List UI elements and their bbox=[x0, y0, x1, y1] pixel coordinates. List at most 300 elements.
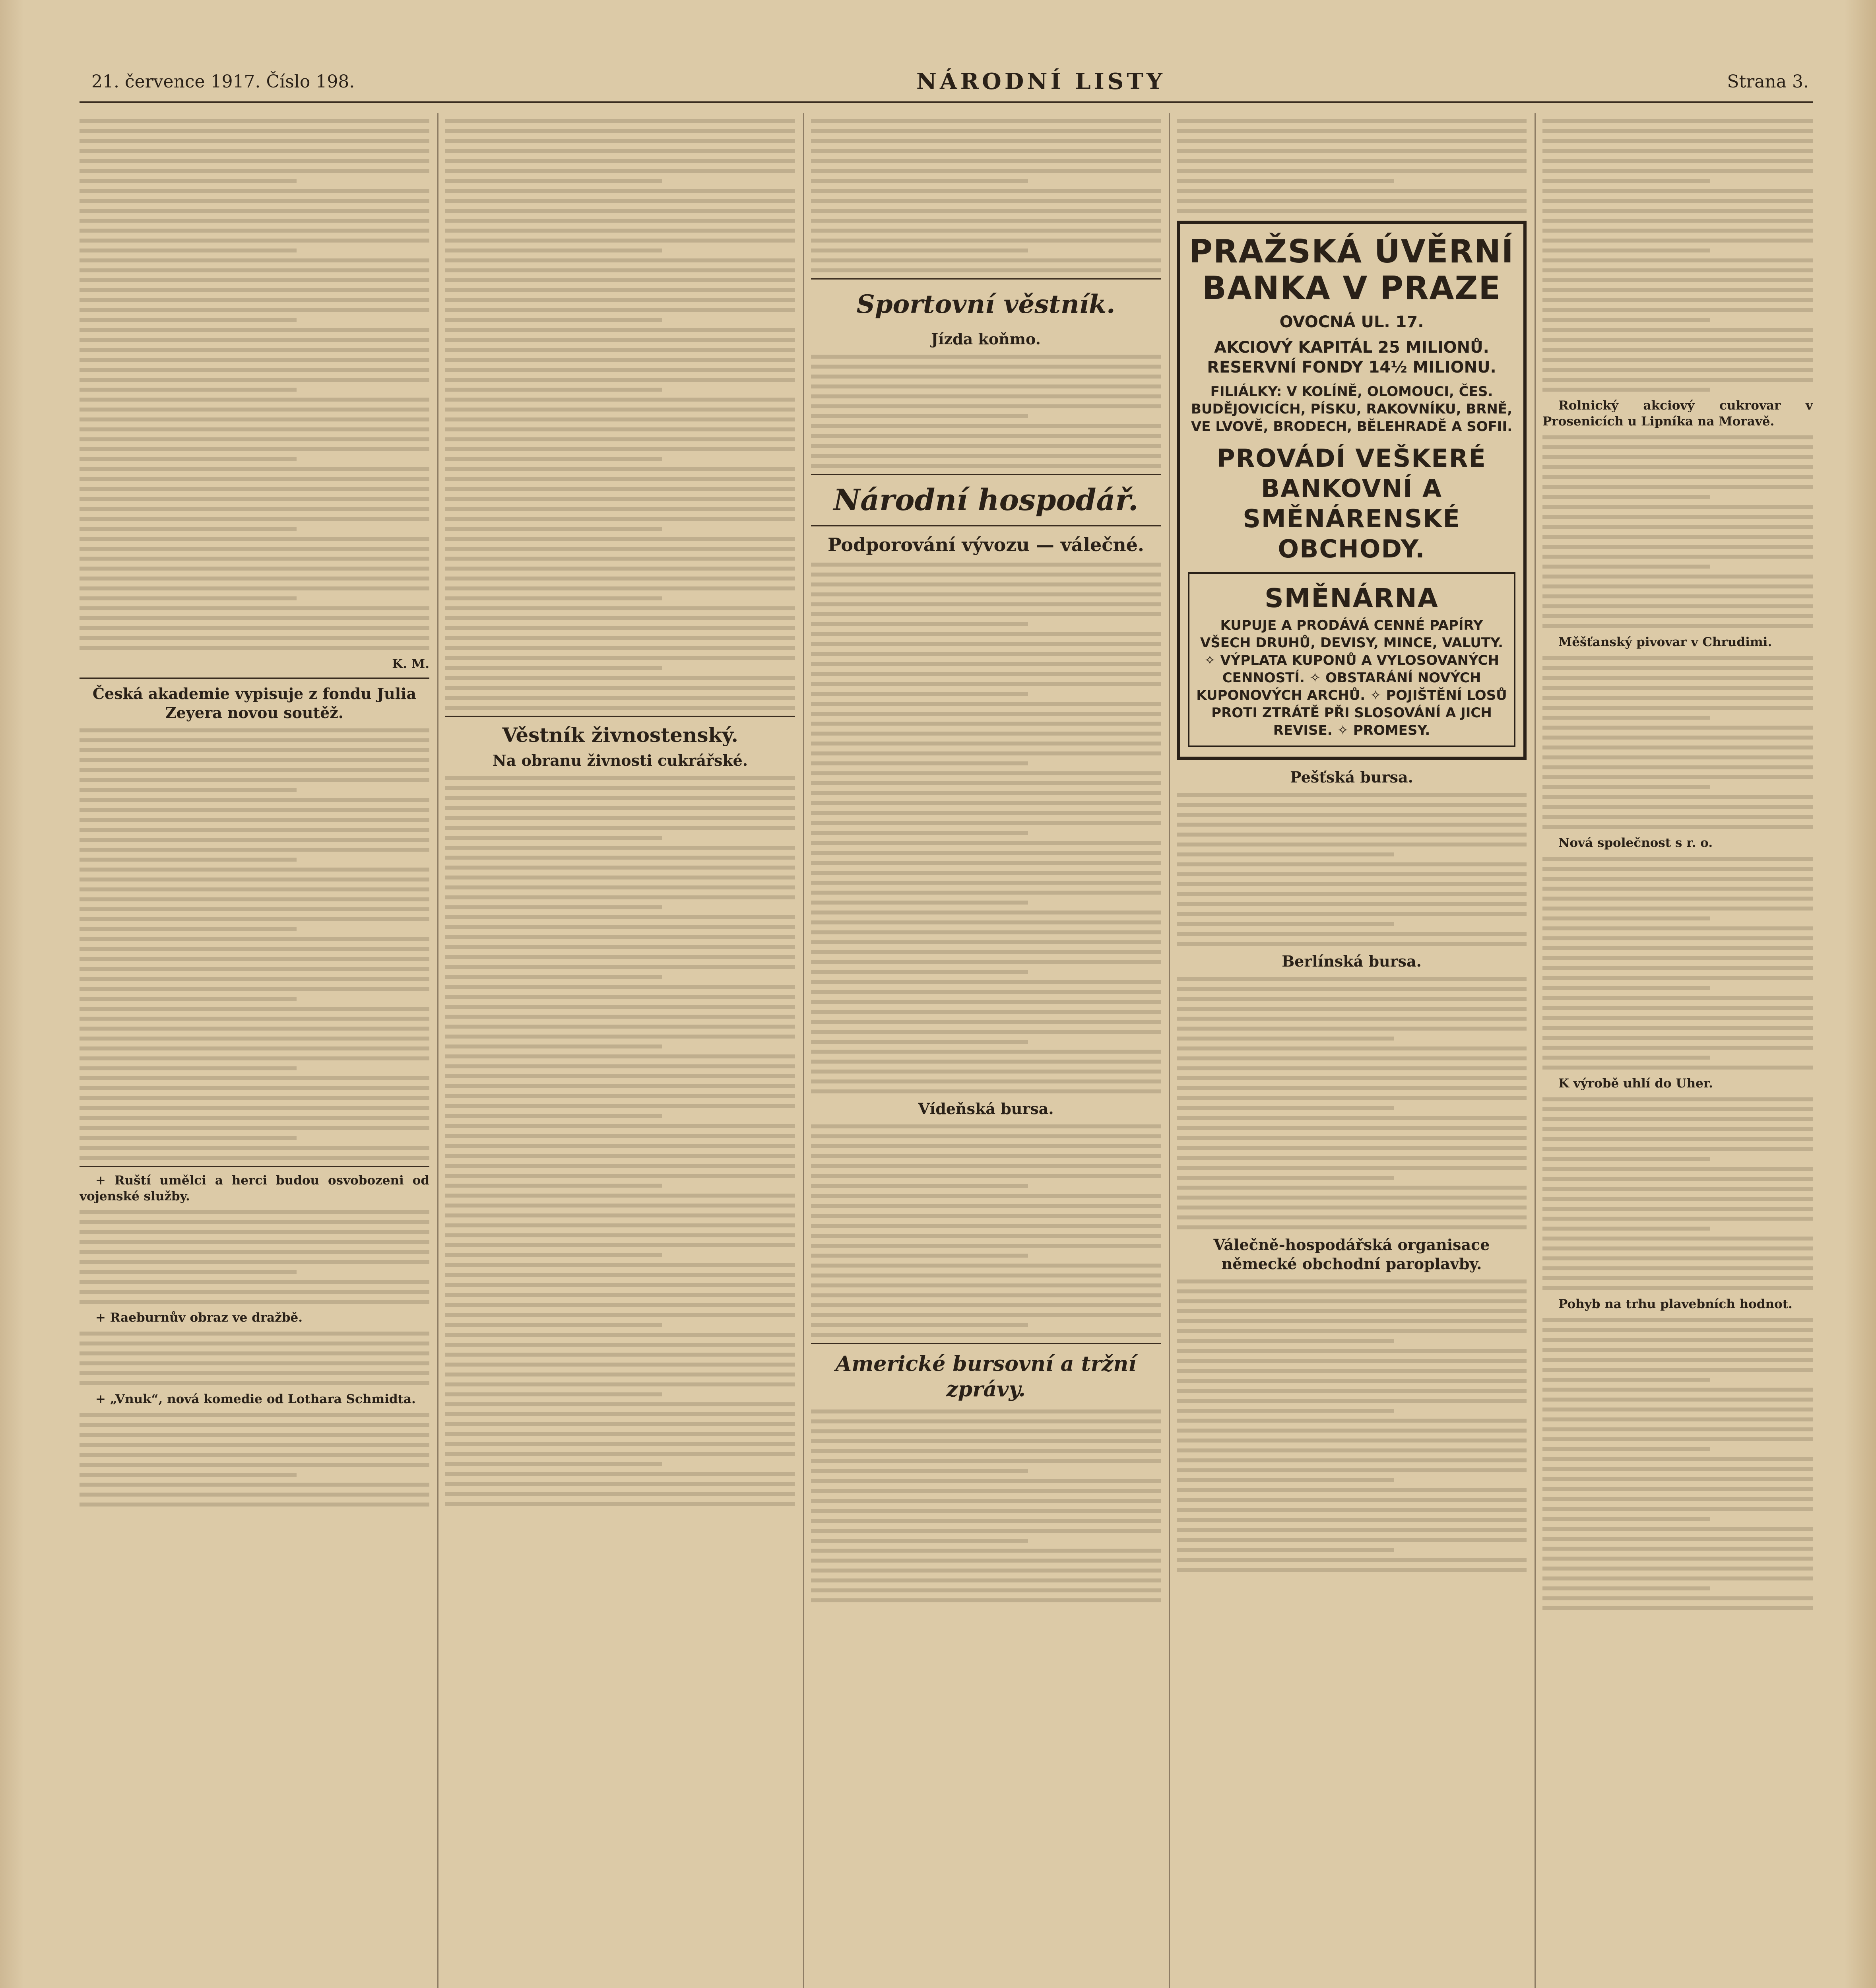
text-line bbox=[445, 796, 795, 800]
text-line bbox=[1542, 584, 1813, 588]
text-line bbox=[445, 408, 795, 412]
text-line bbox=[80, 1027, 429, 1031]
text-line bbox=[80, 1463, 429, 1467]
bank-capital: AKCIOVÝ KAPITÁL 25 MILIONŮ. RESERVNÍ FONDY 14½ MILIONU. bbox=[1207, 338, 1496, 377]
text-line bbox=[811, 139, 1161, 143]
column-separator bbox=[803, 113, 804, 1988]
text-line bbox=[1542, 1157, 1710, 1161]
text-line bbox=[80, 868, 429, 872]
text-line bbox=[1542, 209, 1813, 213]
text-line bbox=[1542, 976, 1813, 980]
text-line bbox=[445, 437, 795, 441]
text-line bbox=[811, 365, 1161, 369]
text-line bbox=[80, 1126, 429, 1130]
text-line bbox=[811, 258, 1161, 262]
text-line bbox=[445, 626, 795, 630]
text-line bbox=[445, 1412, 795, 1416]
text-line bbox=[1542, 1467, 1813, 1471]
text-line bbox=[811, 970, 1028, 974]
text-line bbox=[811, 1154, 1161, 1158]
text-line bbox=[1542, 169, 1813, 173]
text-line bbox=[80, 1017, 429, 1021]
text-line bbox=[1177, 813, 1527, 817]
text-line bbox=[80, 768, 429, 772]
text-line bbox=[1542, 1576, 1813, 1580]
text-line bbox=[445, 1452, 795, 1456]
text-line bbox=[1177, 1319, 1527, 1323]
text-line bbox=[445, 348, 795, 352]
text-line bbox=[1177, 1086, 1527, 1090]
text-line bbox=[80, 1116, 429, 1120]
text-line bbox=[445, 1353, 795, 1357]
text-line bbox=[811, 1040, 1028, 1044]
text-line bbox=[80, 268, 429, 272]
bank-advertisement bbox=[1177, 221, 1527, 760]
text-line bbox=[80, 858, 297, 862]
text-line bbox=[445, 1194, 795, 1198]
text-line bbox=[811, 920, 1161, 924]
text-line bbox=[445, 1273, 795, 1277]
text-line bbox=[811, 821, 1161, 825]
text-line bbox=[1542, 1427, 1813, 1431]
text-line bbox=[80, 248, 297, 252]
news-text bbox=[80, 1413, 429, 1507]
text-line bbox=[811, 732, 1161, 736]
text-line bbox=[445, 915, 795, 919]
text-line bbox=[80, 838, 429, 842]
text-line bbox=[811, 1060, 1161, 1064]
text-line bbox=[445, 1333, 795, 1337]
text-line bbox=[811, 1333, 1161, 1337]
text-line bbox=[811, 622, 1028, 626]
text-line bbox=[1542, 1586, 1710, 1590]
text-line bbox=[1177, 199, 1527, 203]
text-line bbox=[445, 945, 795, 949]
text-line bbox=[1177, 1468, 1527, 1472]
text-line bbox=[80, 646, 429, 650]
text-line bbox=[1542, 575, 1813, 579]
text-line bbox=[811, 444, 1161, 448]
text-line bbox=[811, 1429, 1161, 1433]
trade-bulletin-heading: Věstník živnostenský. bbox=[502, 723, 738, 747]
text-line bbox=[811, 454, 1161, 458]
text-line bbox=[1177, 1027, 1527, 1031]
text-line bbox=[811, 1144, 1161, 1148]
note-text bbox=[1542, 1318, 1813, 1610]
text-line bbox=[1177, 209, 1527, 213]
text-line bbox=[811, 1070, 1161, 1074]
column-2 bbox=[445, 113, 795, 1988]
text-line bbox=[1542, 1137, 1813, 1141]
text-line bbox=[811, 990, 1161, 994]
text-line bbox=[1542, 565, 1710, 569]
text-line bbox=[1177, 1448, 1527, 1452]
text-line bbox=[1542, 1016, 1813, 1020]
text-line bbox=[445, 1213, 795, 1217]
text-line bbox=[80, 596, 297, 600]
text-line bbox=[80, 278, 429, 282]
divider bbox=[80, 1166, 429, 1167]
text-line bbox=[811, 841, 1161, 845]
text-line bbox=[811, 1224, 1161, 1228]
text-line bbox=[80, 437, 429, 441]
text-line bbox=[1542, 1256, 1813, 1260]
text-line bbox=[1177, 1046, 1527, 1050]
text-line bbox=[811, 761, 1028, 765]
text-line bbox=[80, 1503, 429, 1507]
note-heading: Pohyb na trhu plavebních hodnot. bbox=[1558, 1297, 1793, 1311]
text-line bbox=[1542, 926, 1813, 930]
text-line bbox=[1177, 1409, 1394, 1413]
text-line bbox=[811, 911, 1161, 914]
text-line bbox=[80, 229, 429, 233]
text-line bbox=[445, 1373, 795, 1376]
text-line bbox=[1542, 1368, 1813, 1372]
text-line bbox=[445, 557, 795, 561]
american-bursa-heading: Americké bursovní a tržní zprávy. bbox=[835, 1352, 1137, 1402]
berlin-bursa-heading: Berlínská bursa. bbox=[1282, 952, 1422, 970]
text-line bbox=[811, 930, 1161, 934]
text-line bbox=[445, 925, 795, 929]
text-line bbox=[1542, 318, 1710, 322]
text-line bbox=[445, 1432, 795, 1436]
text-line bbox=[1542, 328, 1813, 332]
text-line bbox=[445, 1283, 795, 1287]
text-line bbox=[1542, 1378, 1710, 1382]
text-line bbox=[1542, 1348, 1813, 1352]
text-line bbox=[445, 586, 795, 590]
text-line bbox=[811, 1439, 1161, 1443]
text-line bbox=[1542, 1477, 1813, 1481]
text-line bbox=[80, 1270, 297, 1274]
continued-text bbox=[811, 119, 1161, 272]
text-line bbox=[811, 563, 1161, 567]
note-text bbox=[1542, 1097, 1813, 1290]
text-line bbox=[811, 1204, 1161, 1208]
text-line bbox=[80, 497, 429, 501]
text-line bbox=[811, 1479, 1161, 1483]
text-line bbox=[1542, 129, 1813, 133]
text-line bbox=[445, 786, 795, 790]
text-line bbox=[445, 1114, 662, 1118]
text-line bbox=[1177, 1136, 1527, 1140]
text-line bbox=[80, 997, 297, 1001]
text-line bbox=[811, 692, 1028, 696]
column-4 bbox=[1177, 113, 1527, 1988]
shipping-text bbox=[1177, 1279, 1527, 1572]
text-line bbox=[1542, 656, 1813, 660]
text-line bbox=[1177, 149, 1527, 153]
text-line bbox=[1542, 1417, 1813, 1421]
text-line bbox=[1177, 1017, 1527, 1021]
text-line bbox=[1542, 1266, 1813, 1270]
text-line bbox=[1542, 1517, 1710, 1521]
text-line bbox=[811, 384, 1161, 388]
text-line bbox=[1177, 922, 1394, 926]
text-line bbox=[445, 1313, 795, 1317]
text-line bbox=[445, 1482, 795, 1486]
page-number: Strana 3. bbox=[1727, 71, 1809, 92]
text-line bbox=[811, 1519, 1161, 1523]
bank-branches: FILIÁLKY: V KOLÍNĚ, OLOMOUCI, ČES. BUDĚJOVICÍCH, PÍSKU, RAKOVNÍKU, BRNĚ, VE LVOVĚ, BRODECH, BĚLEHRADĚ A SOFII. bbox=[1191, 384, 1513, 435]
text-line bbox=[445, 358, 795, 362]
text-line bbox=[1542, 956, 1813, 960]
vienna-bursa-heading: Vídeňská bursa. bbox=[918, 1100, 1054, 1118]
text-line bbox=[1542, 288, 1813, 292]
text-line bbox=[80, 586, 429, 590]
text-line bbox=[445, 199, 795, 203]
text-line bbox=[445, 706, 795, 710]
text-line bbox=[445, 298, 795, 302]
text-line bbox=[1542, 1276, 1813, 1280]
text-line bbox=[445, 467, 795, 471]
text-line bbox=[445, 1472, 795, 1476]
text-line bbox=[1542, 1318, 1813, 1322]
text-line bbox=[445, 1124, 795, 1128]
text-line bbox=[80, 616, 429, 620]
text-line bbox=[1177, 1458, 1527, 1462]
text-line bbox=[1542, 555, 1813, 559]
text-line bbox=[80, 517, 429, 521]
text-line bbox=[445, 288, 795, 292]
text-line bbox=[811, 602, 1161, 606]
text-line bbox=[1542, 505, 1813, 509]
text-line bbox=[80, 368, 429, 372]
text-line bbox=[811, 801, 1161, 805]
text-line bbox=[1542, 348, 1813, 352]
text-line bbox=[1542, 1388, 1813, 1392]
text-line bbox=[811, 811, 1161, 815]
text-line bbox=[80, 209, 429, 213]
text-line bbox=[811, 592, 1161, 596]
text-line bbox=[811, 1134, 1161, 1138]
text-line bbox=[811, 1549, 1161, 1553]
text-line bbox=[1542, 867, 1813, 871]
text-line bbox=[80, 1423, 429, 1427]
text-line bbox=[1542, 179, 1710, 183]
text-line bbox=[80, 477, 429, 481]
text-line bbox=[1177, 1518, 1527, 1522]
text-line bbox=[1177, 1329, 1527, 1333]
text-line bbox=[811, 582, 1161, 586]
text-line bbox=[80, 1220, 429, 1224]
trade-bulletin-text bbox=[445, 776, 795, 1506]
text-line bbox=[80, 467, 429, 471]
text-line bbox=[445, 328, 795, 332]
text-line bbox=[445, 398, 795, 402]
text-line bbox=[811, 1264, 1161, 1268]
text-line bbox=[811, 1244, 1161, 1248]
text-line bbox=[1177, 119, 1527, 123]
divider bbox=[811, 1343, 1161, 1344]
text-line bbox=[80, 818, 429, 822]
text-line bbox=[445, 1253, 662, 1257]
text-line bbox=[811, 1529, 1161, 1533]
text-line bbox=[80, 808, 429, 812]
text-line bbox=[445, 1402, 795, 1406]
exchange-services: KUPUJE A PRODÁVÁ CENNÉ PAPÍRY VŠECH DRUHŮ, DEVISY, MINCE, VALUTY. ✧ VÝPLATA KUPONŮ A VYLOSOVANÝCH CENNOSTÍ. ✧ OBSTARÁNÍ NOVÝCH KUPONOVÝCH ARCHŮ. ✧ POJIŠTĚNÍ LOSŮ PROTI ZTRÁTĚ PŘI SLOSOVÁNÍ A JICH REVISE. ✧ PROMESY. bbox=[1196, 617, 1507, 738]
text-line bbox=[811, 159, 1161, 163]
text-line bbox=[445, 975, 662, 979]
text-line bbox=[80, 1136, 297, 1140]
column-separator bbox=[1169, 113, 1170, 1988]
text-line bbox=[811, 1469, 1028, 1473]
text-line bbox=[1542, 887, 1813, 891]
text-line bbox=[1177, 1186, 1527, 1190]
text-line bbox=[811, 901, 1028, 905]
text-line bbox=[1542, 1437, 1813, 1441]
text-line bbox=[80, 1493, 429, 1497]
text-line bbox=[1542, 1567, 1813, 1571]
text-line bbox=[811, 414, 1028, 418]
text-line bbox=[1177, 1096, 1527, 1100]
news-item: + „Vnuk“, nová komedie od Lothara Schmidta. bbox=[95, 1392, 416, 1406]
text-line bbox=[445, 149, 795, 153]
text-line bbox=[445, 1502, 795, 1506]
text-line bbox=[1542, 857, 1813, 861]
text-line bbox=[80, 239, 429, 243]
text-line bbox=[445, 1293, 795, 1297]
text-line bbox=[1542, 338, 1813, 342]
text-line bbox=[445, 507, 795, 511]
text-line bbox=[1177, 892, 1527, 896]
text-line bbox=[1542, 775, 1813, 779]
text-line bbox=[80, 897, 429, 901]
text-line bbox=[1177, 1538, 1527, 1542]
text-line bbox=[445, 1144, 795, 1148]
text-line bbox=[80, 738, 429, 742]
note-heading: Nová společnost s r. o. bbox=[1558, 836, 1713, 850]
text-line bbox=[811, 239, 1161, 243]
text-line bbox=[811, 632, 1161, 636]
text-line bbox=[1542, 696, 1813, 700]
text-line bbox=[811, 129, 1161, 133]
text-line bbox=[1542, 368, 1813, 372]
text-line bbox=[811, 573, 1161, 577]
text-line bbox=[1542, 916, 1710, 920]
text-line bbox=[445, 318, 662, 322]
text-line bbox=[80, 967, 429, 971]
text-line bbox=[1542, 736, 1813, 740]
text-line bbox=[811, 189, 1161, 193]
text-line bbox=[1177, 997, 1527, 1001]
text-line bbox=[1542, 258, 1813, 262]
export-article-heading: Podporování vývozu — válečné. bbox=[828, 534, 1144, 555]
text-line bbox=[1542, 676, 1813, 680]
text-line bbox=[811, 1293, 1161, 1297]
text-line bbox=[80, 129, 429, 133]
academy-heading: Česká akademie vypisuje z fondu Julia Zeyera novou soutěž. bbox=[92, 685, 417, 722]
vienna-bursa-text bbox=[811, 1124, 1161, 1337]
sport-subheading: Jízda koňmo. bbox=[931, 330, 1041, 348]
text-line bbox=[811, 1449, 1161, 1453]
text-line bbox=[445, 806, 795, 810]
divider bbox=[445, 716, 795, 717]
text-line bbox=[80, 1106, 429, 1110]
text-line bbox=[811, 219, 1161, 223]
text-line bbox=[1542, 1107, 1813, 1111]
text-line bbox=[1177, 1439, 1527, 1442]
text-line bbox=[445, 1392, 662, 1396]
text-line bbox=[1542, 946, 1813, 950]
news-item: + Raeburnův obraz ve dražbě. bbox=[95, 1310, 303, 1325]
text-line bbox=[80, 427, 429, 431]
text-line bbox=[811, 831, 1028, 835]
text-line bbox=[445, 417, 795, 421]
text-line bbox=[1542, 825, 1813, 829]
divider bbox=[811, 474, 1161, 475]
text-line bbox=[1177, 1225, 1527, 1229]
text-line bbox=[80, 408, 429, 412]
text-line bbox=[1177, 1037, 1394, 1041]
text-line bbox=[1542, 1457, 1813, 1461]
text-line bbox=[445, 905, 662, 909]
text-line bbox=[80, 1096, 429, 1100]
page-header bbox=[91, 68, 1809, 95]
continued-text bbox=[1177, 119, 1527, 213]
divider bbox=[811, 278, 1161, 280]
text-line bbox=[1542, 907, 1813, 911]
berlin-bursa-text bbox=[1177, 977, 1527, 1229]
academy-text bbox=[80, 728, 429, 1160]
text-line bbox=[80, 308, 429, 312]
text-line bbox=[811, 1234, 1161, 1238]
text-line bbox=[1542, 1177, 1813, 1181]
text-line bbox=[1542, 614, 1813, 618]
text-line bbox=[1542, 1398, 1813, 1402]
text-line bbox=[80, 577, 429, 580]
text-line bbox=[1542, 1246, 1813, 1250]
text-line bbox=[445, 846, 795, 850]
text-line bbox=[811, 179, 1028, 183]
text-line bbox=[445, 1164, 795, 1168]
text-line bbox=[811, 702, 1161, 706]
text-line bbox=[445, 1492, 795, 1496]
text-line bbox=[1177, 833, 1527, 837]
text-line bbox=[811, 229, 1161, 233]
text-line bbox=[1542, 666, 1813, 670]
text-line bbox=[1177, 823, 1527, 827]
text-line bbox=[80, 298, 429, 302]
text-line bbox=[811, 1539, 1028, 1543]
text-line bbox=[80, 179, 297, 183]
text-line bbox=[811, 722, 1161, 726]
text-line bbox=[1177, 1007, 1527, 1011]
text-line bbox=[80, 1280, 429, 1284]
column-separator bbox=[1535, 113, 1536, 1988]
text-line bbox=[80, 1433, 429, 1437]
text-line bbox=[445, 985, 795, 989]
text-line bbox=[445, 1263, 795, 1267]
text-line bbox=[445, 776, 795, 780]
text-line bbox=[1542, 119, 1813, 123]
text-line bbox=[80, 1007, 429, 1011]
text-line bbox=[1177, 159, 1527, 163]
text-line bbox=[1177, 1126, 1527, 1130]
export-article-text bbox=[811, 563, 1161, 1093]
text-line bbox=[80, 728, 429, 732]
text-line bbox=[445, 955, 795, 959]
text-line bbox=[1177, 977, 1527, 981]
text-line bbox=[445, 656, 795, 660]
text-line bbox=[445, 388, 662, 392]
text-line bbox=[811, 672, 1161, 676]
text-line bbox=[80, 487, 429, 491]
text-line bbox=[1542, 966, 1813, 970]
text-line bbox=[811, 712, 1161, 716]
text-line bbox=[80, 758, 429, 762]
text-line bbox=[445, 856, 795, 860]
